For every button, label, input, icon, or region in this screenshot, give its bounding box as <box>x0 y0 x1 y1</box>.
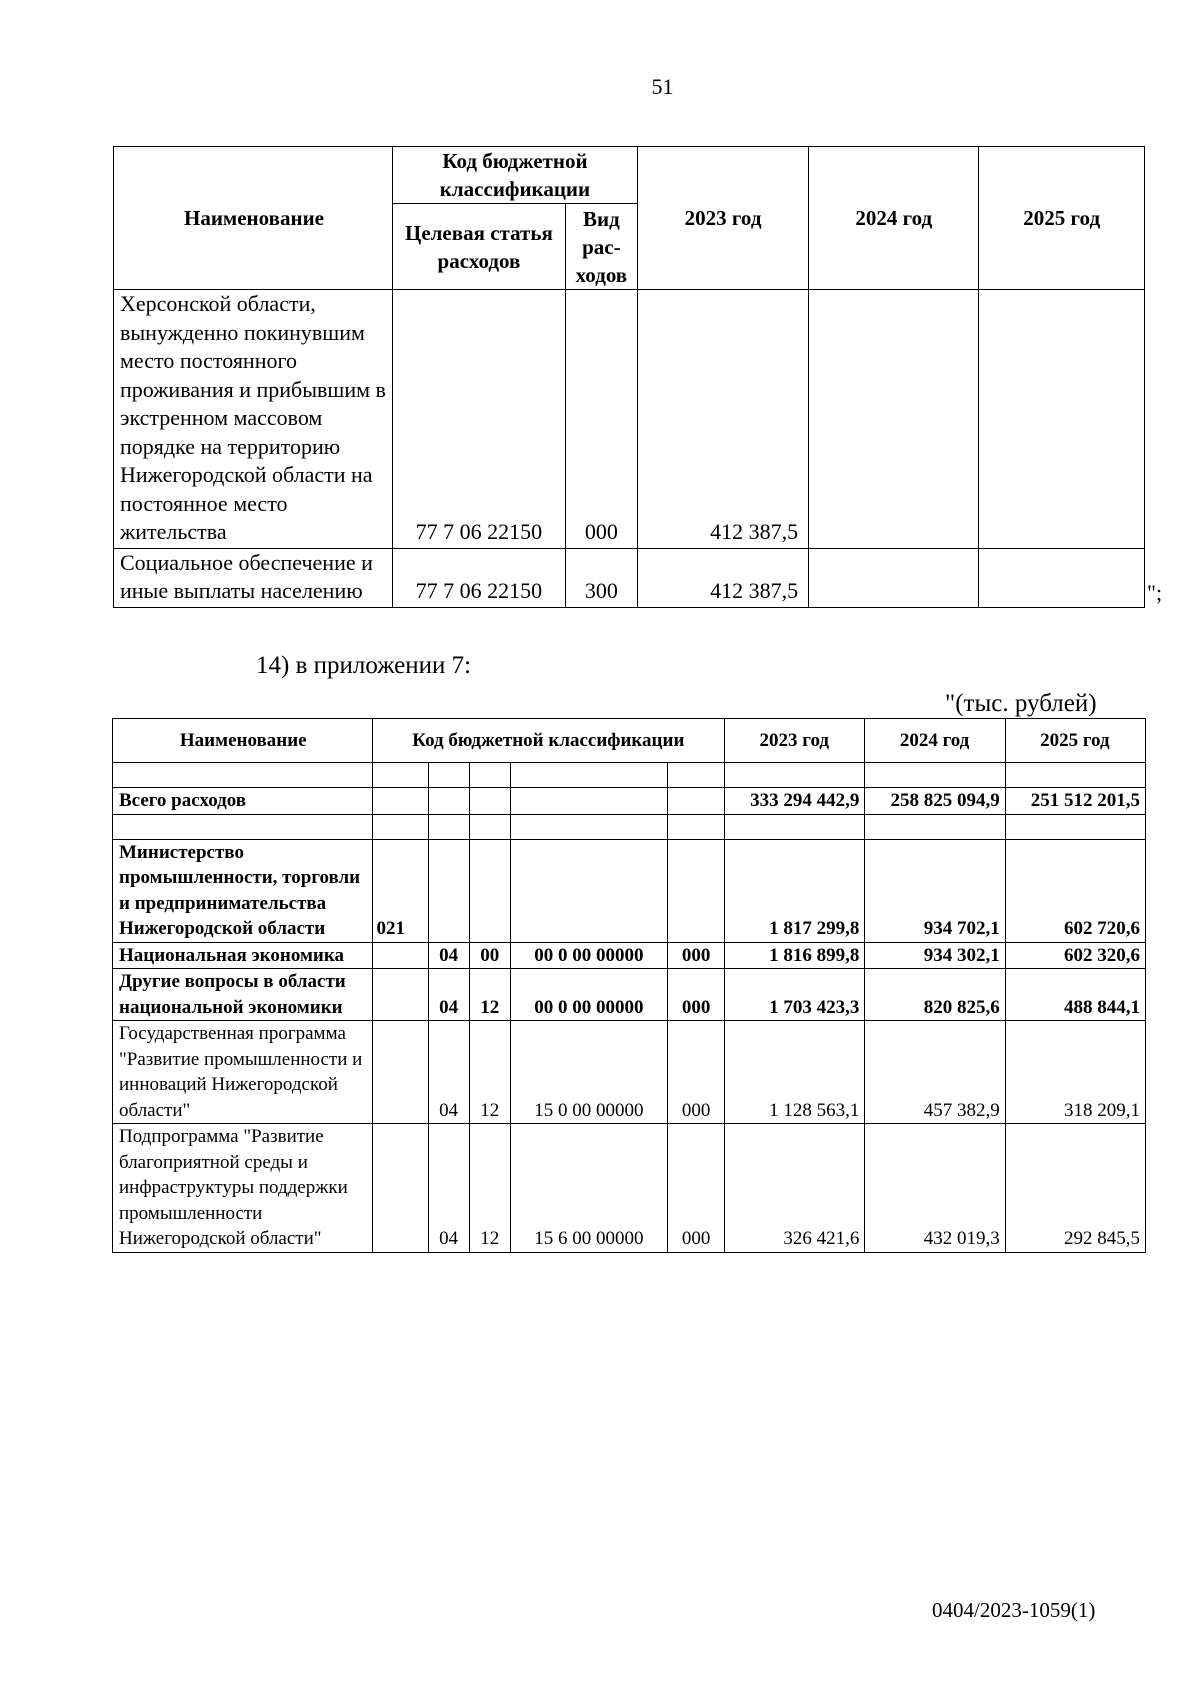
row-2024: 457 382,9 <box>865 1021 1005 1124</box>
row-name: Другие вопросы в области национальной экономики <box>113 969 373 1021</box>
total-2024: 258 825 094,9 <box>865 788 1005 815</box>
row-2025: 488 844,1 <box>1005 969 1145 1021</box>
units-note: "(тыс. рублей) <box>945 690 1097 717</box>
row-2023: 1 817 299,8 <box>725 839 865 942</box>
row-2023: 1 816 899,8 <box>725 942 865 969</box>
row-name: Министерство промышленности, торговли и предпринимательства Нижегородской области <box>113 839 373 942</box>
row-rz <box>428 839 469 942</box>
row-name: Национальная экономика <box>113 942 373 969</box>
table-row <box>113 969 1146 1021</box>
total-row <box>113 788 1146 815</box>
table-row <box>113 1021 1146 1124</box>
header-2025: 2025 год <box>979 147 1145 290</box>
row-ved <box>372 1021 428 1124</box>
row-expense-type: 000 <box>565 290 637 549</box>
header-2023: 2023 год <box>637 147 808 290</box>
row-ved <box>372 1124 428 1253</box>
row-name: Государственная программа "Развитие промышленности и инноваций Нижегородской области" <box>113 1021 373 1124</box>
row-rz: 04 <box>428 1021 469 1124</box>
row-name: Социальное обеспечение и иные выплаты населению <box>114 548 393 607</box>
row-2025: 292 845,5 <box>1005 1124 1145 1253</box>
row-2025 <box>979 548 1145 607</box>
row-2024: 820 825,6 <box>865 969 1005 1021</box>
row-2023: 412 387,5 <box>637 548 808 607</box>
total-2025: 251 512 201,5 <box>1005 788 1145 815</box>
spacer-row <box>113 763 1146 788</box>
spacer-row <box>113 814 1146 839</box>
total-label: Всего расходов <box>113 788 373 815</box>
row-name: Херсонской области, вынужденно покинувшим место постоянного проживания и прибывшим в экстренном массовом порядке на территорию Нижегородской области на постоянное место жительства <box>114 290 393 549</box>
row-2023: 1 703 423,3 <box>725 969 865 1021</box>
section-label: 14) в приложении 7: <box>256 652 472 679</box>
row-2023: 412 387,5 <box>637 290 808 549</box>
row-vr: 000 <box>668 942 725 969</box>
row-pr <box>469 839 510 942</box>
header-name: Наименование <box>113 719 373 763</box>
row-vr: 000 <box>668 969 725 1021</box>
header-expense-type: Вид рас-ходов <box>565 204 637 290</box>
row-2024: 934 302,1 <box>865 942 1005 969</box>
row-rz: 04 <box>428 942 469 969</box>
row-target-article: 77 7 06 22150 <box>393 548 566 607</box>
header-name: Наименование <box>114 147 393 290</box>
row-rz: 04 <box>428 969 469 1021</box>
table-row <box>113 839 1146 942</box>
row-target-article: 77 7 06 22150 <box>393 290 566 549</box>
row-tsr: 15 0 00 00000 <box>510 1021 667 1124</box>
row-vr: 000 <box>668 1124 725 1253</box>
row-tsr: 00 0 00 00000 <box>510 969 667 1021</box>
row-tsr: 00 0 00 00000 <box>510 942 667 969</box>
closing-quote: "; <box>1147 580 1163 605</box>
budget-table-continuation <box>113 146 1145 608</box>
row-2024: 934 702,1 <box>865 839 1005 942</box>
row-2025 <box>979 290 1145 549</box>
header-kbk-group: Код бюджетной классификации <box>393 147 638 204</box>
row-ved <box>372 969 428 1021</box>
total-2023: 333 294 442,9 <box>725 788 865 815</box>
row-tsr <box>510 839 667 942</box>
row-2025: 318 209,1 <box>1005 1021 1145 1124</box>
header-target-article: Целевая статья расходов <box>393 204 566 290</box>
row-2023: 1 128 563,1 <box>725 1021 865 1124</box>
row-tsr: 15 6 00 00000 <box>510 1124 667 1253</box>
row-vr: 000 <box>668 1021 725 1124</box>
header-kbk: Код бюджетной классификации <box>372 719 725 763</box>
document-id: 0404/2023-1059(1) <box>932 1598 1096 1622</box>
header-2025: 2025 год <box>1005 719 1145 763</box>
table-row <box>113 942 1146 969</box>
row-rz: 04 <box>428 1124 469 1253</box>
row-ved <box>372 942 428 969</box>
row-expense-type: 300 <box>565 548 637 607</box>
row-2023: 326 421,6 <box>725 1124 865 1253</box>
header-2023: 2023 год <box>725 719 865 763</box>
row-2024 <box>809 548 979 607</box>
row-2024 <box>809 290 979 549</box>
row-pr: 00 <box>469 942 510 969</box>
row-pr: 12 <box>469 1124 510 1253</box>
page-number: 51 <box>651 74 674 99</box>
row-pr: 12 <box>469 969 510 1021</box>
table-row <box>113 1124 1146 1253</box>
row-pr: 12 <box>469 1021 510 1124</box>
row-vr <box>668 839 725 942</box>
header-2024: 2024 год <box>865 719 1005 763</box>
budget-table-appendix-7 <box>112 718 1146 1253</box>
row-2024: 432 019,3 <box>865 1124 1005 1253</box>
header-2024: 2024 год <box>809 147 979 290</box>
row-ved: 021 <box>372 839 428 942</box>
row-2025: 602 320,6 <box>1005 942 1145 969</box>
row-2025: 602 720,6 <box>1005 839 1145 942</box>
row-name: Подпрограмма "Развитие благоприятной среды и инфраструктуры поддержки промышленности Нижегородской области" <box>113 1124 373 1253</box>
table-row <box>114 548 1145 607</box>
table-row <box>114 290 1145 549</box>
